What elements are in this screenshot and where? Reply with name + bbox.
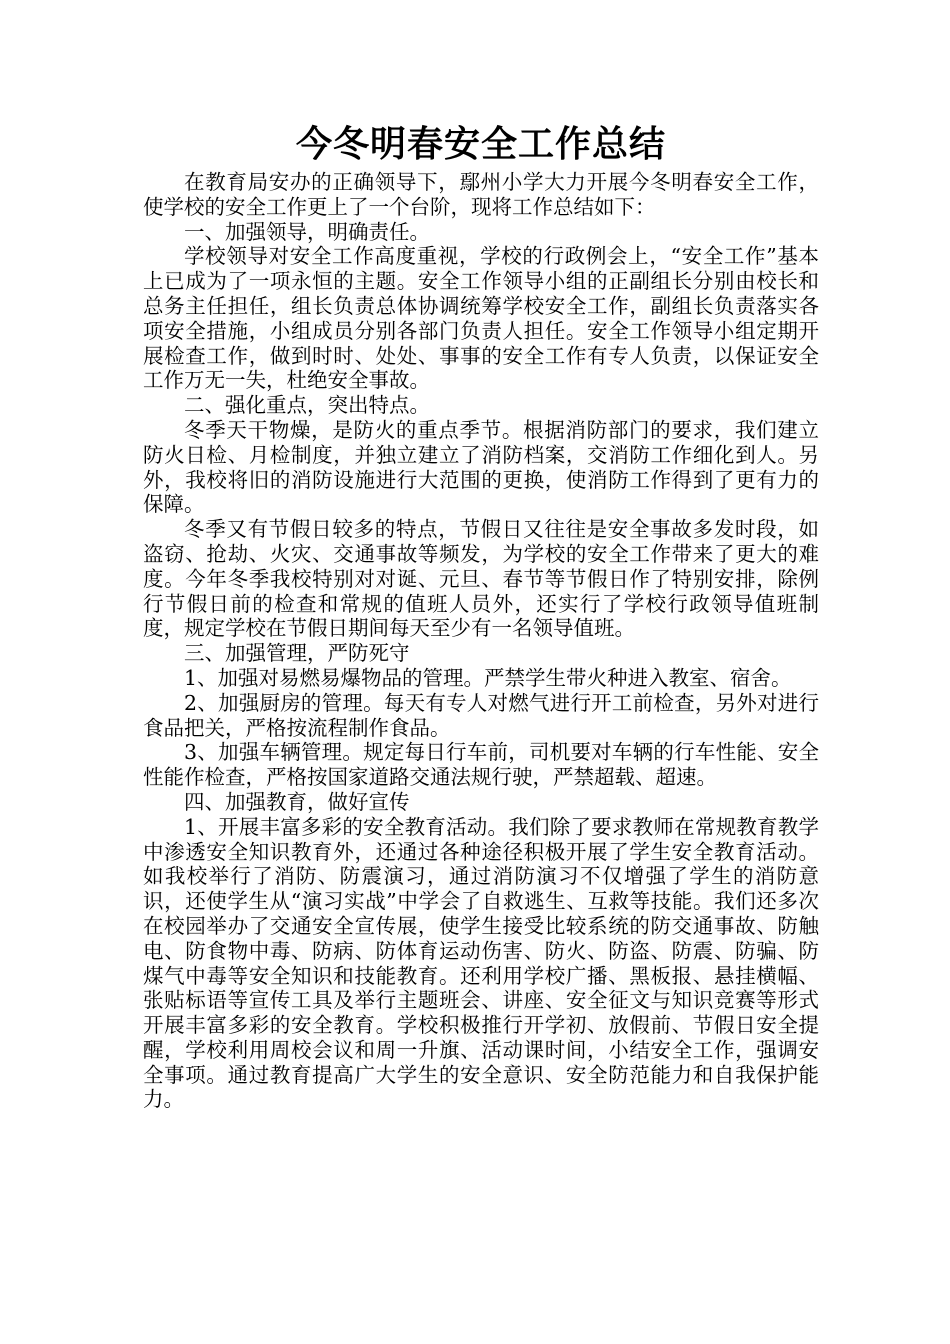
document-title: 今冬明春安全工作总结: [295, 123, 666, 165]
document-body: [143, 170, 819, 1112]
intro-paragraph: 在教育局安办的正确领导下，鄢州小学大力开展今冬明春安全工作，使学校的安全工作更上了一个台阶，现将工作总结如下：: [143, 170, 819, 219]
body-paragraph: 学校领导对安全工作高度重视，学校的行政例会上，“安全工作”基本上已成为了一项永恒的主题。安全工作领导小组的正副组长分别由校长和总务主任担任，组长负责总体协调统筹学校安全工作，副组长负责落实各项安全措施，小组成员分别各部门负责人担任。安全工作领导小组定期开展检查工作，做到时时、处处、事事的安全工作有专人负责，以保证安全工作万无一失，杜绝安全事故。: [143, 244, 819, 393]
document-page: [143, 118, 819, 1112]
section-heading-4: 四、加强教育，做好宣传: [184, 789, 410, 814]
section-heading-1: 一、加强领导，明确责任。: [184, 219, 430, 244]
body-paragraph: 冬季天干物燥，是防火的重点季节。根据消防部门的要求，我们建立防火日检、月检制度，并独立建立了消防档案，交消防工作细化到人。另外，我校将旧的消防设施进行大范围的更换，使消防工作得到了更有力的保障。: [143, 417, 819, 517]
list-item: 1、加强对易燃易爆物品的管理。严禁学生带火种进入教室、宿舍。: [184, 665, 792, 690]
section-heading-2: 二、强化重点，突出特点。: [184, 393, 430, 418]
list-item: 1、开展丰富多彩的安全教育活动。我们除了要求教师在常规教育教学中渗透安全知识教育外，还通过各种途径积极开展了学生安全教育活动。如我校举行了消防、防震演习，通过消防演习不仅增强了学生的消防意识，还使学生从“演习实战”中学会了自救逃生、互救等技能。我们还多次在校园举办了交通安全宣传展，使学生接受比较系统的防交通事故、防触电、防食物中毒、防病、防体育运动伤害、防火、防盗、防震、防骗、防煤气中毒等安全知识和技能教育。还利用学校广播、黑板报、悬挂横幅、张贴标语等宣传工具及举行主题班会、讲座、安全征文与知识竞赛等形式开展丰富多彩的安全教育。学校积极推行开学初、放假前、节假日安全提醒，学校利用周校会议和周一升旗、活动课时间，小结安全工作，强调安全事项。通过教育提高广大学生的安全意识、安全防范能力和自我保护能力。: [143, 814, 819, 1112]
list-item: 3、加强车辆管理。规定每日行车前，司机要对车辆的行车性能、安全性能作检查，严格按国家道路交通法规行驶，严禁超载、超速。: [143, 740, 819, 790]
section-heading-3: 三、加强管理，严防死守: [184, 641, 410, 666]
body-paragraph: 冬季又有节假日较多的特点，节假日又往往是安全事故多发时段，如盗窃、抢劫、火灾、交通事故等频发，为学校的安全工作带来了更大的难度。今年冬季我校特别对对诞、元旦、春节等节假日作了特别安排，除例行节假日前的检查和常规的值班人员外，还实行了学校行政领导值班制度，规定学校在节假日期间每天至少有一名领导值班。: [143, 517, 819, 641]
list-item: 2、加强厨房的管理。每天有专人对燃气进行开工前检查，另外对进行食品把关，严格按流程制作食品。: [143, 690, 819, 740]
